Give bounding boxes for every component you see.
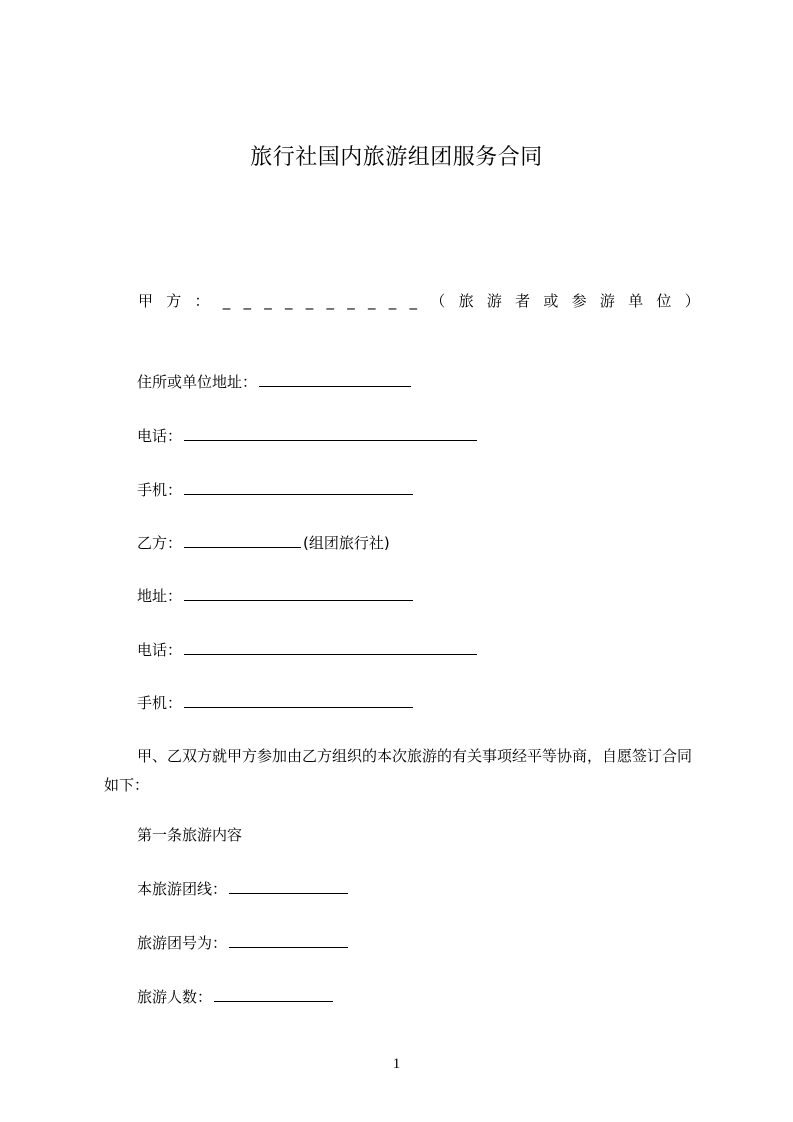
party-a-char: 或 <box>543 292 559 310</box>
article1-heading: 第一条旅游内容 <box>137 826 243 844</box>
party-a-char: ） <box>684 292 700 310</box>
party-a-char: _ <box>409 292 418 310</box>
people-blank[interactable] <box>214 986 333 1002</box>
party-a-char: （ <box>430 292 446 310</box>
residence-label: 住所或单位地址： <box>137 373 258 391</box>
party-a-char: 方 <box>166 292 182 310</box>
party-a-char: _ <box>285 292 293 310</box>
phone-a-blank[interactable] <box>184 425 477 441</box>
party-b-blank[interactable] <box>184 532 301 548</box>
party-a-char: _ <box>243 292 252 310</box>
party-a-char: _ <box>264 292 272 310</box>
party-a-char: 甲 <box>138 292 154 310</box>
mobile-a-blank[interactable] <box>184 479 413 495</box>
party-a-char: 旅 <box>458 292 474 310</box>
party-a-char: _ <box>368 292 376 310</box>
people-line <box>137 986 333 1007</box>
group-no-blank[interactable] <box>229 932 348 948</box>
residence-line <box>137 371 411 392</box>
intro-paragraph: 甲、乙双方就甲方参加由乙方组织的本次旅游的有关事项经平等协商，自愿签订合同如下： <box>104 747 693 794</box>
page-number: 1 <box>392 1056 401 1072</box>
address-b-label: 地址： <box>137 587 183 605</box>
phone-b-label: 电话： <box>137 641 183 659</box>
party-a-char: 单 <box>628 292 644 310</box>
mobile-a-line <box>137 479 413 500</box>
route-blank[interactable] <box>229 878 348 894</box>
party-b-note: (组团旅行社) <box>303 534 390 552</box>
party-a-char: _ <box>388 292 397 310</box>
mobile-b-label: 手机： <box>137 694 183 712</box>
party-a-char: _ <box>326 292 335 310</box>
party-a-char: _ <box>222 292 231 310</box>
party-b-line <box>137 532 390 553</box>
party-a-char: 参 <box>571 292 587 310</box>
address-b-blank[interactable] <box>184 585 413 601</box>
party-a-char: 位 <box>656 292 672 310</box>
party-a-char: _ <box>347 292 355 310</box>
mobile-b-line <box>137 692 413 713</box>
party-b-label: 乙方： <box>137 534 183 552</box>
people-label: 旅游人数： <box>137 988 213 1006</box>
party-a-char: _ <box>305 292 314 310</box>
mobile-b-blank[interactable] <box>184 692 413 708</box>
party-a-char: 者 <box>515 292 531 310</box>
route-label: 本旅游团线： <box>137 880 228 898</box>
phone-a-line <box>137 425 477 446</box>
document-title: 旅行社国内旅游组团服务合同 <box>250 145 543 170</box>
phone-b-line <box>137 639 477 660</box>
address-b-line <box>137 585 413 606</box>
party-a-char: 游 <box>486 292 502 310</box>
group-no-label: 旅游团号为： <box>137 934 228 952</box>
party-a-char: ： <box>194 292 210 310</box>
party-a-char: 游 <box>599 292 615 310</box>
phone-b-blank[interactable] <box>184 639 477 655</box>
phone-a-label: 电话： <box>137 427 183 445</box>
route-line <box>137 878 348 899</box>
party-a-line <box>138 290 700 311</box>
group-no-line <box>137 932 348 953</box>
mobile-a-label: 手机： <box>137 481 183 499</box>
residence-blank[interactable] <box>259 371 411 387</box>
